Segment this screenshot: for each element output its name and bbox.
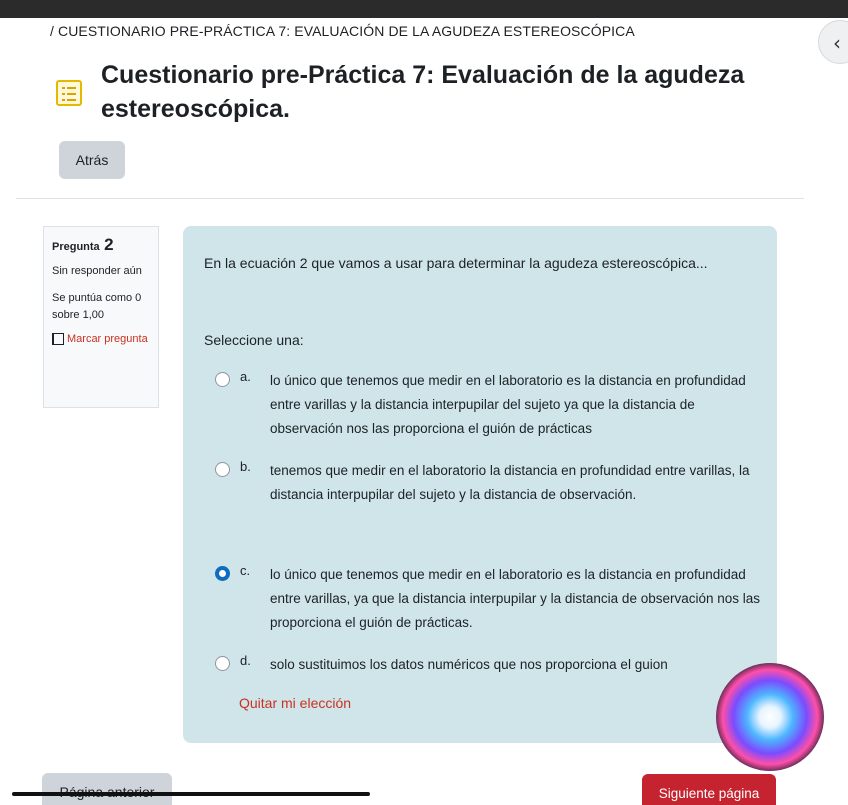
question-text: En la ecuación 2 que vamos a usar para determinar la agudeza estereoscópica... <box>204 255 708 271</box>
option-text: lo único que tenemos que medir en el laboratorio es la distancia en profundidad entre varillas y la distancia interpupilar del sujeto ya que la distancia de observación nos las proporciona el guión de prácticas <box>270 373 746 436</box>
option-letter: a. <box>240 369 251 384</box>
question-grade: Se puntúa como 0 sobre 1,00 <box>52 292 142 321</box>
flag-question-link[interactable] <box>52 332 150 347</box>
quiz-icon <box>56 80 82 106</box>
question-prompt: Seleccione una: <box>204 332 304 348</box>
radio-c[interactable] <box>215 566 230 581</box>
breadcrumb[interactable]: / CUESTIONARIO PRE-PRÁCTICA 7: EVALUACIÓN DE LA AGUDEZA ESTEREOSCÓPICA <box>50 23 635 39</box>
question-heading <box>52 235 150 255</box>
flag-icon <box>52 333 64 345</box>
question-info-panel <box>43 226 159 408</box>
previous-page-button[interactable] <box>42 773 172 805</box>
home-indicator-bar <box>12 792 370 796</box>
next-page-button[interactable]: Siguiente página <box>642 774 776 805</box>
option-text: lo único que tenemos que medir en el laboratorio es la distancia en profundidad entre varillas, ya que la distancia interpupilar y la distancia de observación nos las proporciona el guión de prácticas. <box>270 567 761 630</box>
question-state: Sin responder aún <box>52 265 142 277</box>
back-button[interactable]: Atrás <box>59 141 125 179</box>
radio-a[interactable] <box>215 372 230 387</box>
top-status-strip <box>0 0 848 18</box>
flag-label: Marcar pregunta <box>67 333 148 345</box>
option-text: solo sustituimos los datos numéricos que nos proporciona el guion <box>270 657 668 672</box>
page-title: Cuestionario pre-Práctica 7: Evaluación de la agudeza estereoscópica. <box>101 61 745 123</box>
siri-orb-icon[interactable] <box>716 663 824 771</box>
option-letter: b. <box>240 459 251 474</box>
question-label: Pregunta <box>52 241 100 253</box>
question-content <box>183 226 777 743</box>
option-text: tenemos que medir en el laboratorio la distancia en profundidad entre varillas, la distancia interpupilar del sujeto y la distancia de observación. <box>270 463 750 502</box>
divider <box>16 198 804 199</box>
option-letter: c. <box>240 563 251 578</box>
question-number: 2 <box>104 235 114 254</box>
drawer-toggle-button[interactable] <box>818 20 848 64</box>
clear-choice-link[interactable]: Quitar mi elección <box>239 695 352 711</box>
radio-b[interactable] <box>215 462 230 477</box>
radio-d[interactable] <box>215 656 230 671</box>
option-letter: d. <box>240 653 251 668</box>
chevron-left-icon: ‹ <box>833 31 841 55</box>
